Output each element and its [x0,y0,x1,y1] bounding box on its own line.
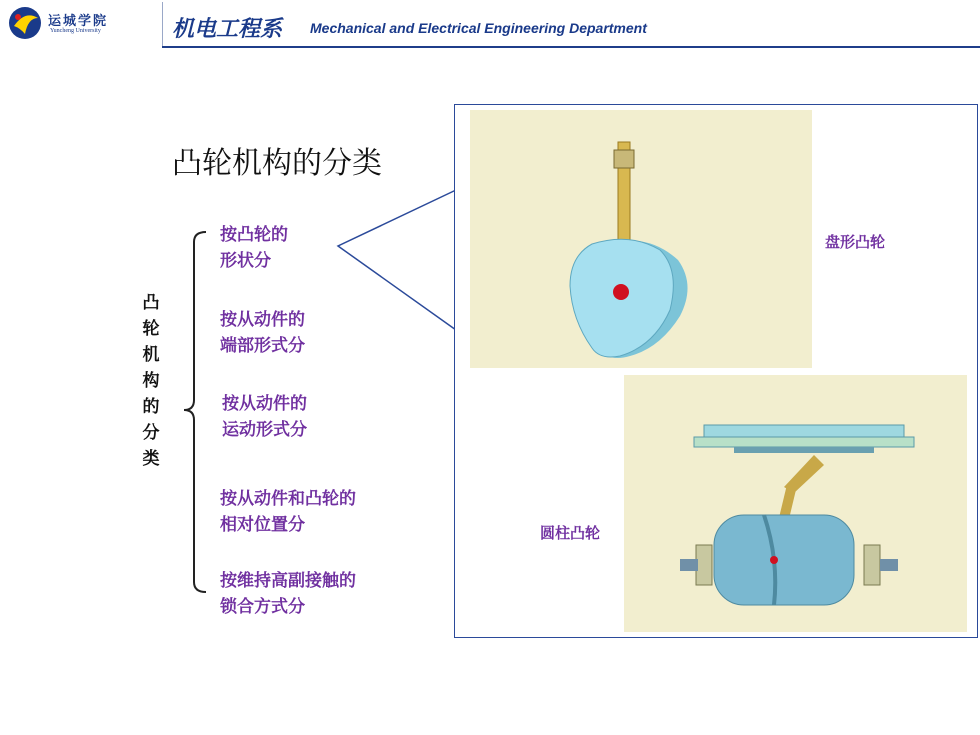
category-relative-position: 按从动件和凸轮的 相对位置分 [220,489,356,535]
vertical-section-label: 凸轮机构的分类 [142,293,160,469]
category-bracket [184,232,206,592]
category-follower-motion: 按从动件的 运动形式分 [222,394,307,440]
category-cam-shape: 按凸轮的 形状分 [220,225,288,271]
category-closure-method: 按维持高副接触的 锁合方式分 [220,571,356,617]
disc-cam-label: 盘形凸轮 [825,233,886,251]
category-follower-end: 按从动件的 端部形式分 [220,310,305,356]
department-name-en: Mechanical and Electrical Engineering Department [310,20,647,36]
logo-english-text: Yuncheng University [50,28,101,34]
cylindrical-cam-label: 圆柱凸轮 [540,524,601,542]
cylindrical-cam-image [624,375,967,632]
department-name-cn: 机电工程系 [172,17,283,42]
disc-cam-image [470,110,812,368]
callout-pointer [338,190,456,330]
slide-title: 凸轮机构的分类 [172,146,382,181]
logo-chinese-text: 运城学院 [48,14,109,29]
